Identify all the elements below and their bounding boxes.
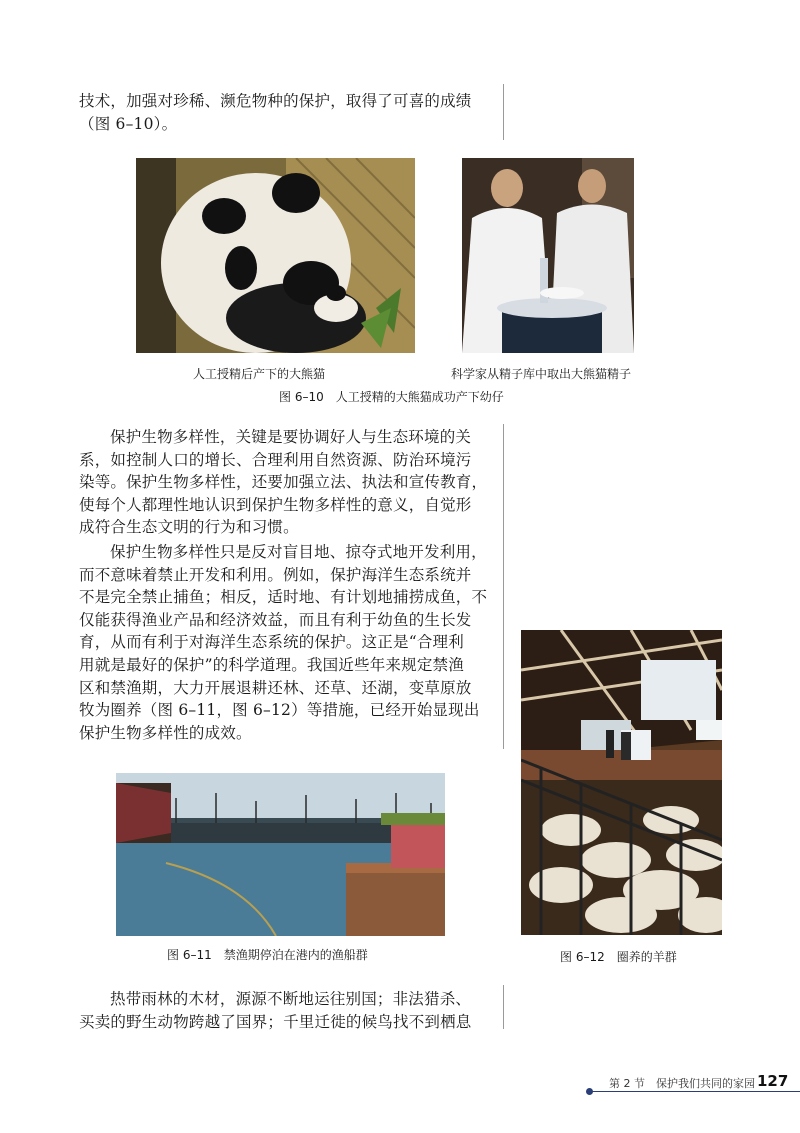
figure-6-10-right-caption: 科学家从精子库中取出大熊猫精子: [451, 367, 632, 381]
figure-6-10-caption: 图 6–10 人工授精的大熊猫成功产下幼仔: [279, 390, 504, 404]
text-line: 区和禁渔期，大力开展退耕还林、还草、还湖，变草原放: [79, 678, 472, 697]
text-line: 保护生物多样性的成效。: [79, 723, 252, 742]
paragraph-1: [79, 90, 499, 135]
margin-rule: [503, 985, 504, 1029]
fishing-boats-photo: [116, 773, 445, 936]
text-line: 而不意味着禁止开发和利用。例如，保护海洋生态系统并: [79, 565, 472, 584]
text-line: 染等。保护生物多样性，还要加强立法、执法和宣传教育，: [79, 473, 488, 492]
scientists-photo: [462, 158, 634, 353]
text-line: 牧为圈养（图 6–11，图 6–12）等措施，已经开始显现出: [79, 701, 480, 720]
text-line: 仅能获得渔业产品和经济效益，而且有利于幼鱼的生长发: [79, 610, 472, 629]
text-line: 使每个人都理性地认识到保护生物多样性的意义，自觉形: [79, 495, 472, 514]
margin-rule: [503, 424, 504, 749]
text-line: 系，如控制人口的增长、合理利用自然资源、防治环境污: [79, 450, 472, 469]
footer-section-title: 第 2 节 保护我们共同的家园: [609, 1077, 755, 1090]
text-line: （图 6–10）。: [79, 114, 178, 133]
text-line: 成符合生态文明的行为和习惯。: [79, 518, 299, 537]
page-number: 127: [757, 1072, 789, 1090]
figure-6-10-left-caption: 人工授精后产下的大熊猫: [193, 367, 326, 381]
margin-rule: [503, 84, 504, 140]
text-line: 不是完全禁止捕鱼；相反，适时地、有计划地捕捞成鱼，不: [79, 588, 488, 607]
sheep-pen-photo: [521, 630, 722, 935]
footer-dot: [586, 1088, 593, 1095]
paragraph-3: [79, 541, 499, 744]
text-line: 热带雨林的木材，源源不断地运往别国；非法猎杀、: [110, 990, 472, 1008]
figure-6-11-caption: 图 6–11 禁渔期停泊在港内的渔船群: [167, 948, 368, 962]
text-line: 技术，加强对珍稀、濒危物种的保护，取得了可喜的成绩: [79, 92, 472, 110]
text-line: 保护生物多样性，关键是要协调好人与生态环境的关: [110, 428, 472, 446]
paragraph-2: [79, 426, 499, 539]
text-line: 买卖的野生动物跨越了国界；千里迁徙的候鸟找不到栖息: [79, 1012, 472, 1031]
text-line: 保护生物多样性只是反对盲目地、掠夺式地开发利用，: [110, 543, 487, 561]
footer-rule: [590, 1091, 800, 1092]
text-line: 育，从而有利于对海洋生态系统的保护。这正是“合理利: [79, 633, 464, 652]
figure-6-12-caption: 图 6–12 圈养的羊群: [560, 950, 677, 964]
paragraph-4: [79, 988, 499, 1033]
text-line: 用就是最好的保护”的科学道理。我国近些年来规定禁渔: [79, 655, 464, 674]
panda-cub-photo: [136, 158, 415, 353]
